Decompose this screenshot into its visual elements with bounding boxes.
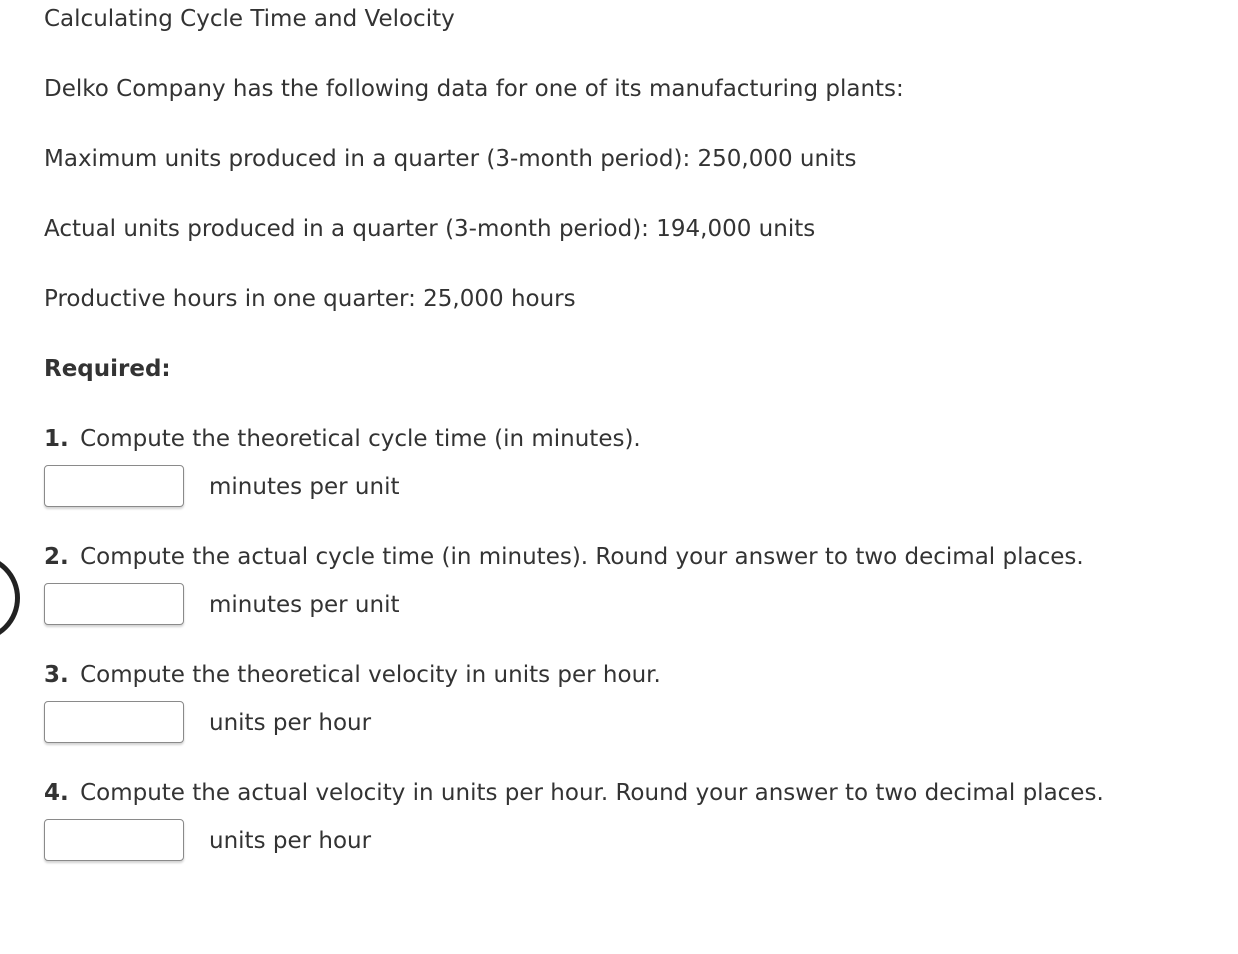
question-number: 2. (44, 544, 69, 570)
side-panel-toggle-icon[interactable] (0, 554, 20, 642)
question-1 (44, 425, 641, 453)
answer-input-1[interactable] (44, 465, 184, 507)
fact-productive-hours: Productive hours in one quarter: 25,000 hours (44, 286, 576, 312)
unit-label-3: units per hour (209, 710, 372, 736)
question-3 (44, 661, 661, 689)
answer-input-3[interactable] (44, 701, 184, 743)
question-text: Compute the theoretical velocity in units per hour. (80, 662, 661, 688)
question-text: Compute the theoretical cycle time (in minutes). (80, 426, 641, 452)
intro-text: Delko Company has the following data for one of its manufacturing plants: (44, 76, 904, 102)
question-number: 1. (44, 426, 69, 452)
page-title: Calculating Cycle Time and Velocity (44, 6, 455, 32)
question-4 (44, 779, 1104, 807)
answer-input-2[interactable] (44, 583, 184, 625)
question-text: Compute the actual velocity in units per hour. Round your answer to two decimal places. (80, 780, 1104, 806)
required-heading: Required: (44, 356, 171, 382)
question-text: Compute the actual cycle time (in minutes). Round your answer to two decimal places. (80, 544, 1084, 570)
answer-input-4[interactable] (44, 819, 184, 861)
unit-label-1: minutes per unit (209, 474, 400, 500)
fact-max-units: Maximum units produced in a quarter (3-month period): 250,000 units (44, 146, 857, 172)
question-2 (44, 543, 1084, 571)
unit-label-2: minutes per unit (209, 592, 400, 618)
question-number: 4. (44, 780, 69, 806)
fact-actual-units: Actual units produced in a quarter (3-month period): 194,000 units (44, 216, 816, 242)
unit-label-4: units per hour (209, 828, 372, 854)
question-number: 3. (44, 662, 69, 688)
